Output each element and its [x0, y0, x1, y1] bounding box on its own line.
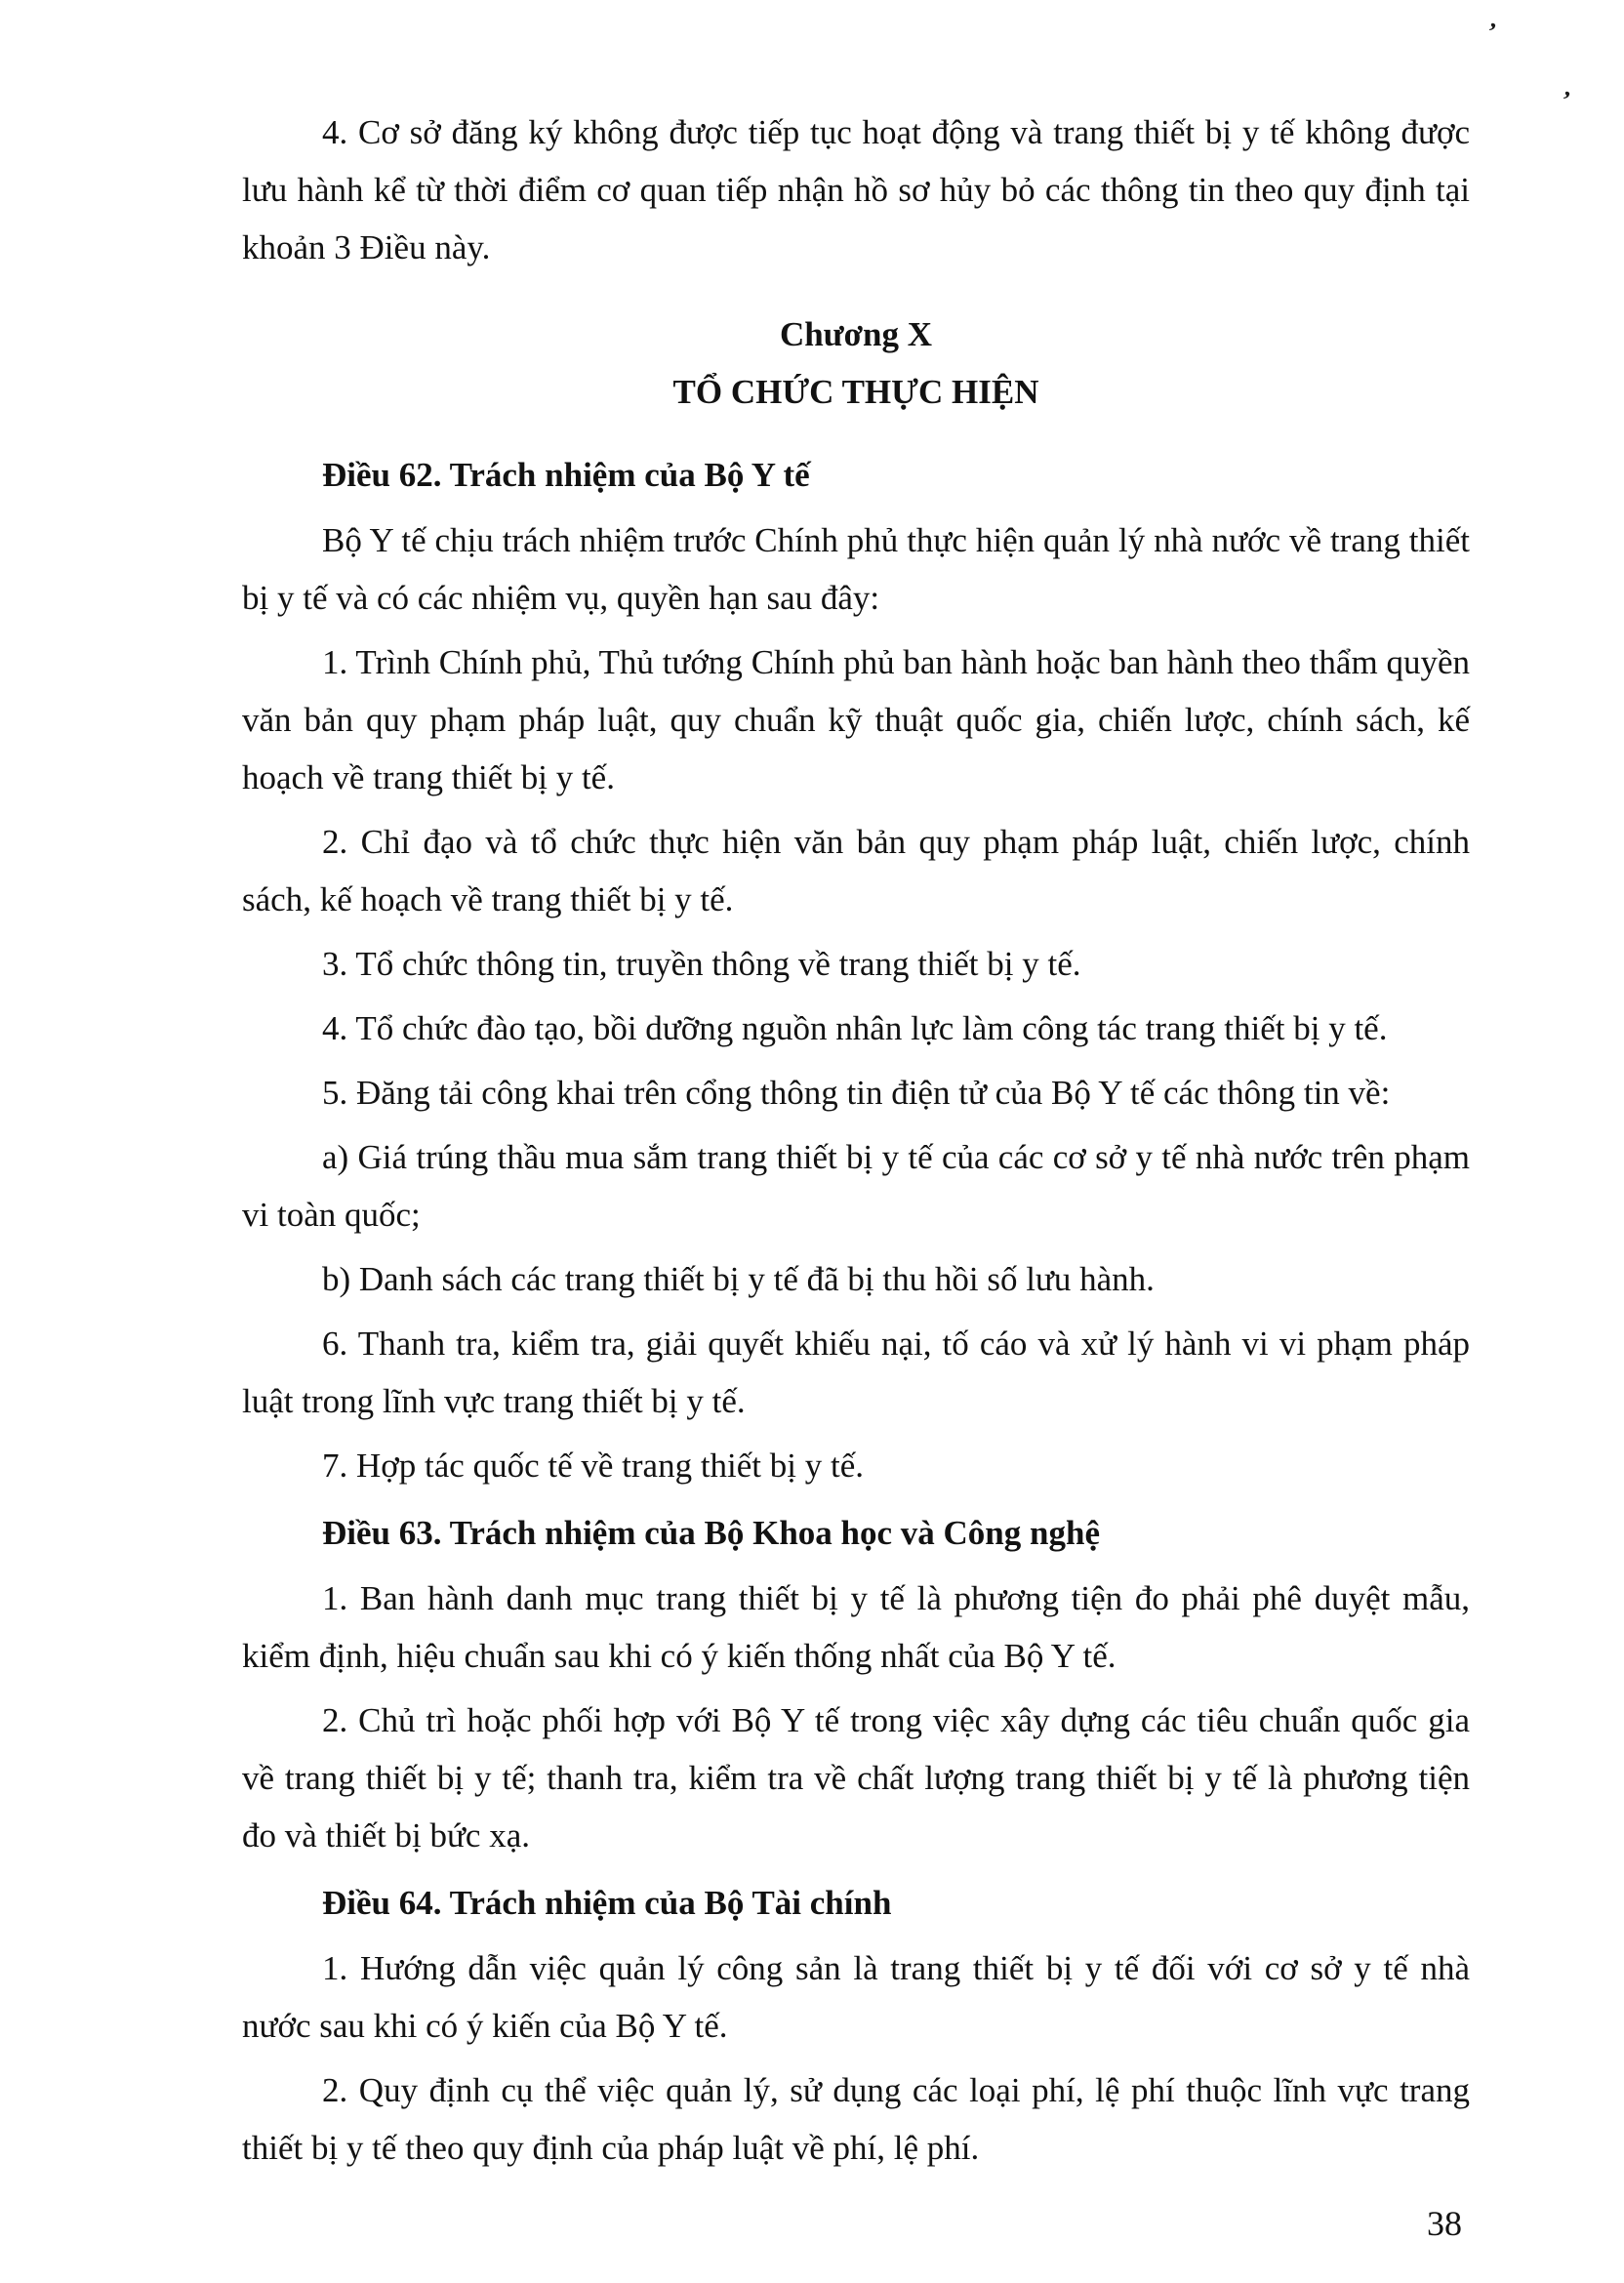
article-62-item-2: 2. Chỉ đạo và tổ chức thực hiện văn bản quy phạm pháp luật, chiến lược, chính sách, kế hoạch về trang thiết bị y tế. [242, 823, 1470, 918]
page-number: 38 [1427, 2204, 1462, 2243]
article-62-item-1: 1. Trình Chính phủ, Thủ tướng Chính phủ ban hành hoặc ban hành theo thẩm quyền văn bản quy phạm pháp luật, quy chuẩn kỹ thuật quốc gia, chiến lược, chính sách, kế hoạch về trang thiết bị y tế. [242, 643, 1470, 796]
article-63-item-1: 1. Ban hành danh mục trang thiết bị y tế là phương tiện đo phải phê duyệt mẫu, kiểm định, hiệu chuẩn sau khi có ý kiến thống nhất của Bộ Y tế. [242, 1579, 1470, 1675]
article-63-item-2: 2. Chủ trì hoặc phối hợp với Bộ Y tế trong việc xây dựng các tiêu chuẩn quốc gia về trang thiết bị y tế; thanh tra, kiểm tra về chất lượng trang thiết bị y tế là phương tiện đo và thiết bị bức xạ. [242, 1701, 1470, 1855]
chapter-heading [242, 306, 1470, 421]
document-body [242, 103, 1470, 2183]
article-62-item-4: 4. Tổ chức đào tạo, bồi dưỡng nguồn nhân lực làm công tác trang thiết bị y tế. [322, 1009, 1388, 1047]
scan-artifact-mark: ’ [1484, 17, 1499, 47]
article-62-item-3: 3. Tổ chức thông tin, truyền thông về trang thiết bị y tế. [322, 945, 1081, 983]
chapter-label: Chương X [779, 315, 933, 353]
article-62-item-5a: a) Giá trúng thầu mua sắm trang thiết bị y tế của các cơ sở y tế nhà nước trên phạm vi toàn quốc; [242, 1138, 1470, 1234]
chapter-title: TỔ CHỨC THỰC HIỆN [672, 373, 1039, 411]
article-62-item-7: 7. Hợp tác quốc tế về trang thiết bị y tế. [322, 1447, 865, 1485]
paragraph-clause-4: 4. Cơ sở đăng ký không được tiếp tục hoạt động và trang thiết bị y tế không được lưu hành kể từ thời điểm cơ quan tiếp nhận hồ sơ hủy bỏ các thông tin theo quy định tại khoản 3 Điều này. [242, 113, 1470, 266]
article-64-item-2: 2. Quy định cụ thể việc quản lý, sử dụng các loại phí, lệ phí thuộc lĩnh vực trang thiết bị y tế theo quy định của pháp luật về phí, lệ phí. [242, 2071, 1470, 2167]
article-62-item-6: 6. Thanh tra, kiểm tra, giải quyết khiếu nại, tố cáo và xử lý hành vi vi phạm pháp luật trong lĩnh vực trang thiết bị y tế. [242, 1325, 1470, 1420]
article-64-heading: Điều 64. Trách nhiệm của Bộ Tài chính [322, 1884, 892, 1922]
scan-artifact-mark: ’ [1559, 85, 1573, 115]
article-63-heading: Điều 63. Trách nhiệm của Bộ Khoa học và Công nghệ [322, 1514, 1100, 1552]
article-62-intro: Bộ Y tế chịu trách nhiệm trước Chính phủ thực hiện quản lý nhà nước về trang thiết bị y tế và có các nhiệm vụ, quyền hạn sau đây: [242, 521, 1470, 617]
article-62-item-5: 5. Đăng tải công khai trên cổng thông tin điện tử của Bộ Y tế các thông tin về: [322, 1074, 1391, 1112]
article-64-item-1: 1. Hướng dẫn việc quản lý công sản là trang thiết bị y tế đối với cơ sở y tế nhà nước sau khi có ý kiến của Bộ Y tế. [242, 1949, 1470, 2045]
article-62-item-5b: b) Danh sách các trang thiết bị y tế đã bị thu hồi số lưu hành. [322, 1260, 1155, 1298]
article-62-heading: Điều 62. Trách nhiệm của Bộ Y tế [322, 456, 810, 494]
